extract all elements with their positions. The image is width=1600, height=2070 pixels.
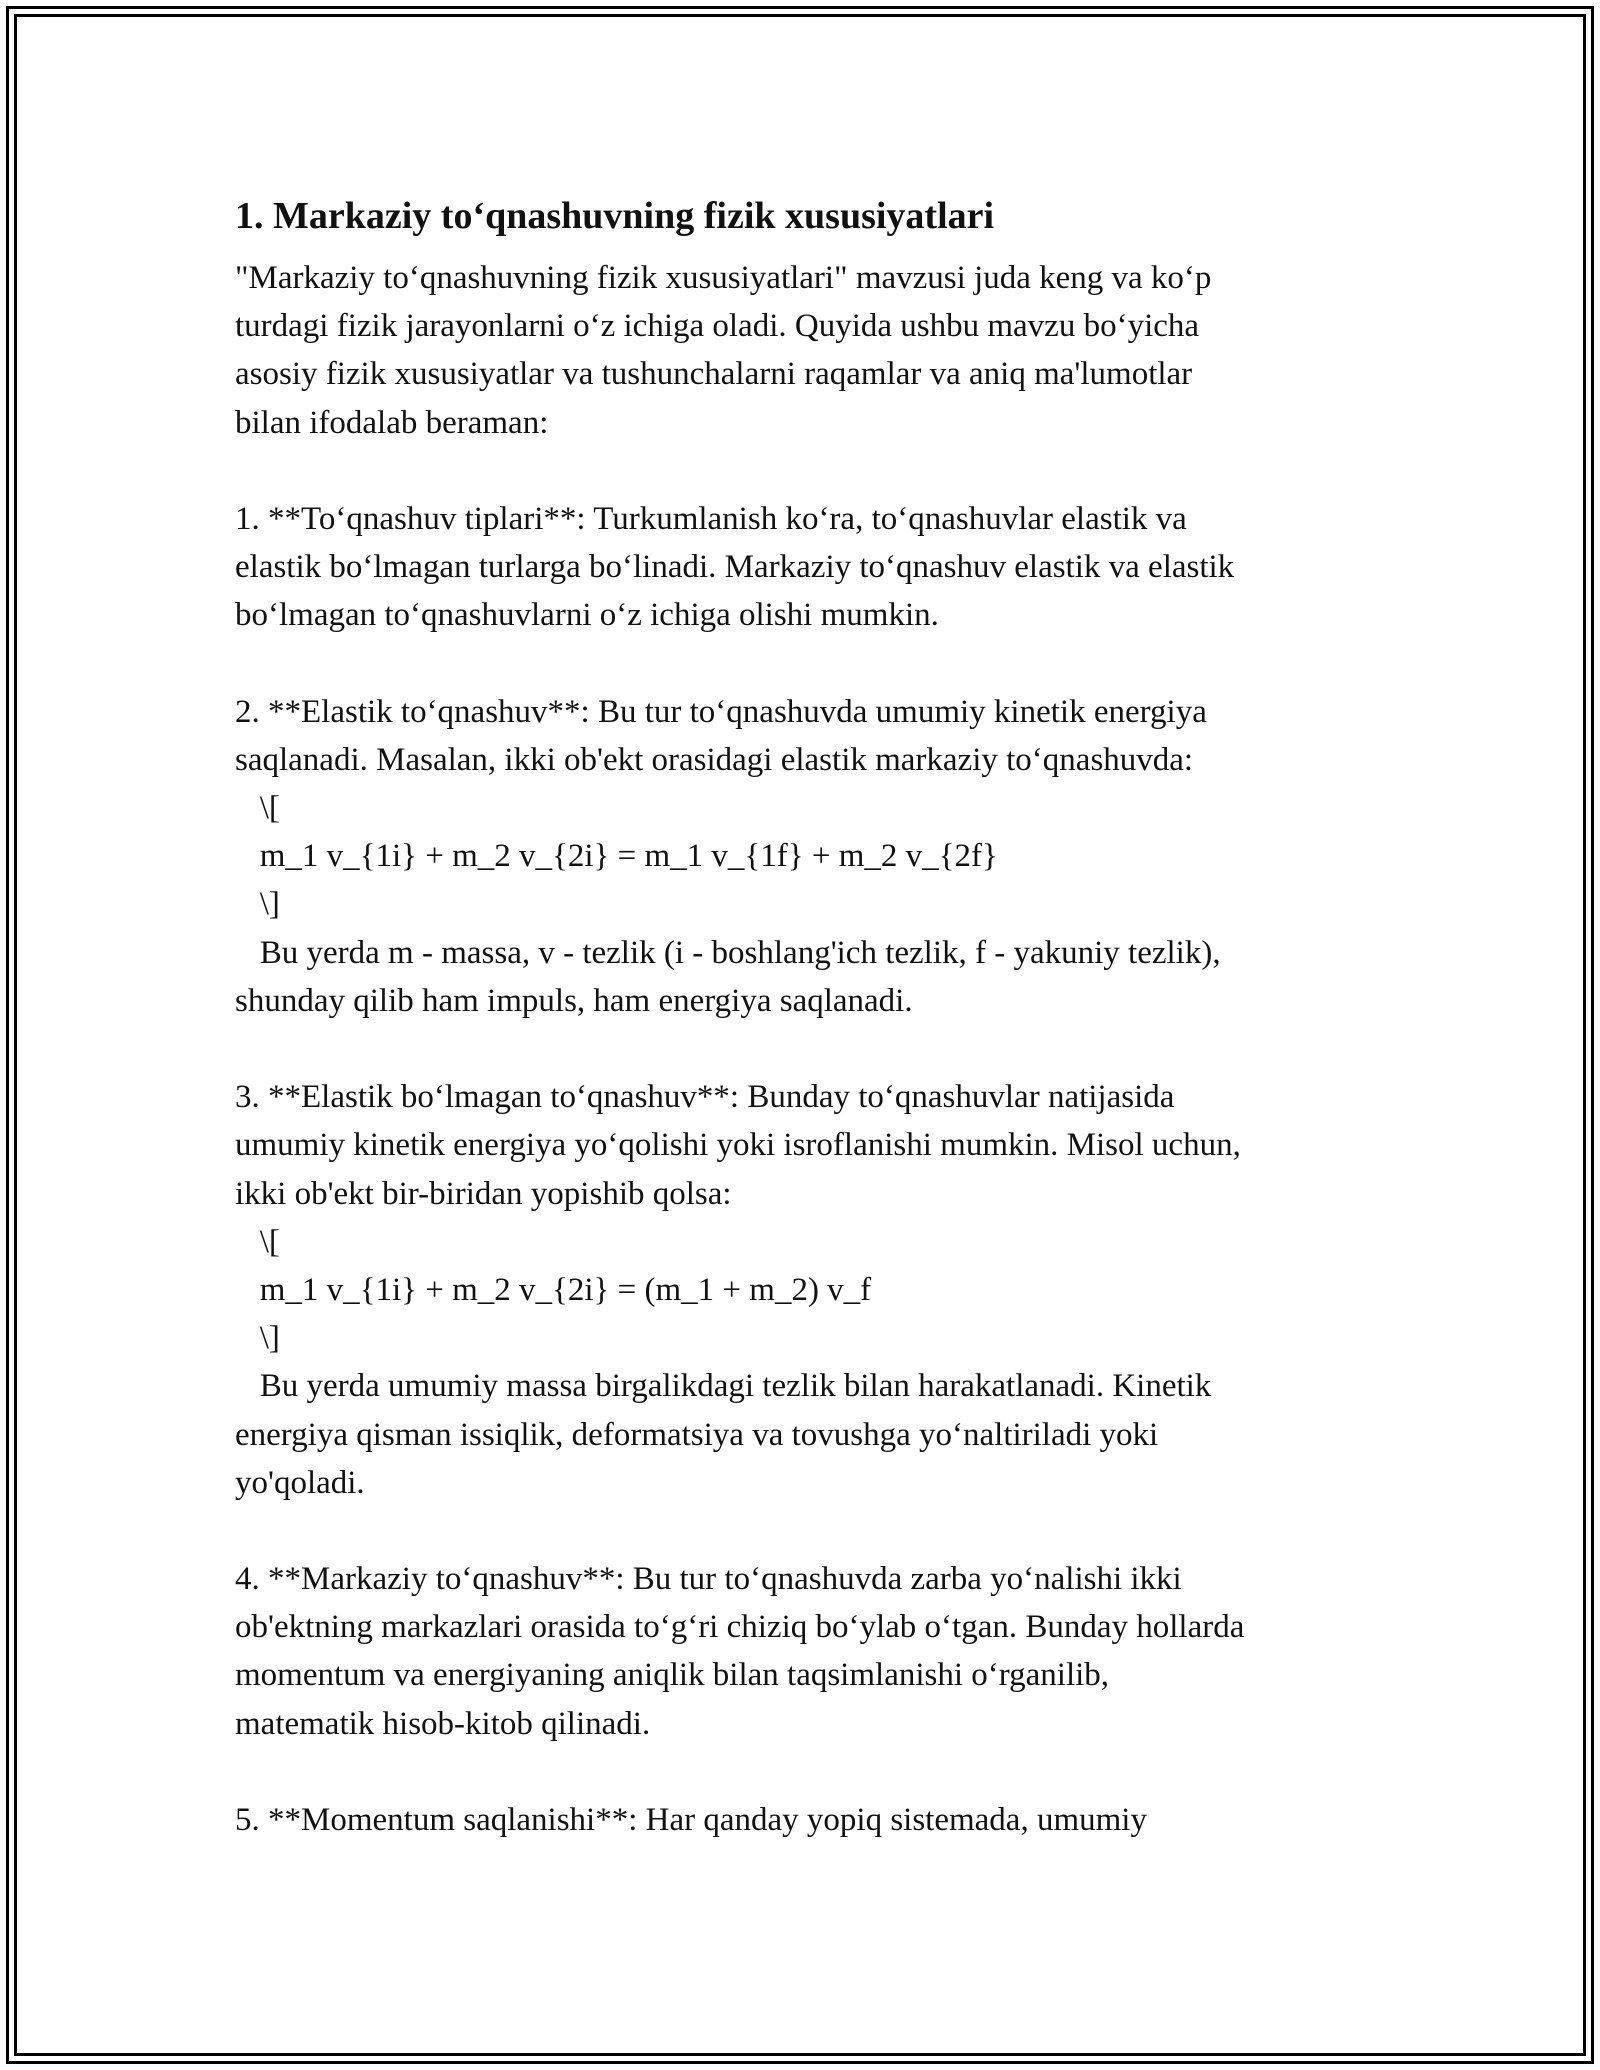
- text-line: 4. **Markaziy to‘qnashuv**: Bu tur to‘qnashuvda zarba yo‘nalishi ikki: [235, 1561, 1182, 1598]
- document-title: 1. Markaziy to‘qnashuvning fizik xususiyatlari: [235, 195, 995, 237]
- text-line: matematik hisob-kitob qilinadi.: [235, 1705, 651, 1742]
- formula-line: m_1 v_{1i} + m_2 v_{2i} = (m_1 + m_2) v_f: [235, 1271, 872, 1308]
- paragraph-intro: [235, 254, 1365, 447]
- formula-line: \]: [235, 886, 280, 923]
- text-line: ob'ektning markazlari orasida to‘g‘ri chiziq bo‘ylab o‘tgan. Bunday hollarda: [235, 1609, 1245, 1646]
- formula-line: \]: [235, 1320, 280, 1357]
- paragraph-gap: [235, 1748, 1365, 1796]
- text-line: shunday qilib ham impuls, ham energiya saqlanadi.: [235, 982, 913, 1019]
- text-line: momentum va energiyaning aniqlik bilan taqsimlanishi o‘rganilib,: [235, 1657, 1110, 1694]
- text-line: energiya qisman issiqlik, deformatsiya va tovushga yo‘naltiriladi yoki: [235, 1416, 1159, 1453]
- text-line: asosiy fizik xususiyatlar va tushunchalarni raqamlar va aniq ma'lumotlar: [235, 356, 1193, 393]
- paragraph-item-2: [235, 688, 1365, 1025]
- text-line: bo‘lmagan to‘qnashuvlarni o‘z ichiga olishi mumkin.: [235, 597, 939, 634]
- paragraph-gap: [235, 640, 1365, 688]
- text-line: bilan ifodalab beraman:: [235, 404, 549, 441]
- document-body: [235, 190, 1365, 1844]
- text-line: 1. **To‘qnashuv tiplari**: Turkumlanish ko‘ra, to‘qnashuvlar elastik va: [235, 500, 1187, 537]
- formula-line: \[: [235, 790, 280, 827]
- paragraph-item-1: [235, 495, 1365, 640]
- text-line: 5. **Momentum saqlanishi**: Har qanday yopiq sistemada, umumiy: [235, 1802, 1147, 1838]
- paragraph-gap: [235, 1025, 1365, 1073]
- text-line: ikki ob'ekt bir-biridan yopishib qolsa:: [235, 1175, 732, 1212]
- text-line: 3. **Elastik bo‘lmagan to‘qnashuv**: Bunday to‘qnashuvlar natijasida: [235, 1079, 1175, 1116]
- text-line: elastik bo‘lmagan turlarga bo‘linadi. Markaziy to‘qnashuv elastik va elastik: [235, 549, 1235, 586]
- paragraph-item-3: [235, 1073, 1365, 1507]
- text-line: yo'qoladi.: [235, 1464, 365, 1501]
- text-line: saqlanadi. Masalan, ikki ob'ekt orasidagi elastik markaziy to‘qnashuvda:: [235, 741, 1194, 778]
- formula-line: \[: [235, 1223, 280, 1260]
- text-line: umumiy kinetik energiya yo‘qolishi yoki isroflanishi mumkin. Misol uchun,: [235, 1127, 1241, 1164]
- text-line: Bu yerda umumiy massa birgalikdagi tezlik bilan harakatlanadi. Kinetik: [235, 1368, 1212, 1405]
- paragraph-gap: [235, 1507, 1365, 1555]
- paragraph-item-5: [235, 1796, 1365, 1844]
- text-line: Bu yerda m - massa, v - tezlik (i - boshlang'ich tezlik, f - yakuniy tezlik),: [235, 934, 1221, 971]
- text-line: turdagi fizik jarayonlarni o‘z ichiga oladi. Quyida ushbu mavzu bo‘yicha: [235, 308, 1200, 345]
- paragraph-gap: [235, 447, 1365, 495]
- paragraph-item-4: [235, 1555, 1365, 1748]
- text-line: "Markaziy to‘qnashuvning fizik xususiyatlari" mavzusi juda keng va ko‘p: [235, 260, 1212, 296]
- text-line: 2. **Elastik to‘qnashuv**: Bu tur to‘qnashuvda umumiy kinetik energiya: [235, 693, 1207, 730]
- formula-line: m_1 v_{1i} + m_2 v_{2i} = m_1 v_{1f} + m_2 v_{2f}: [235, 838, 998, 875]
